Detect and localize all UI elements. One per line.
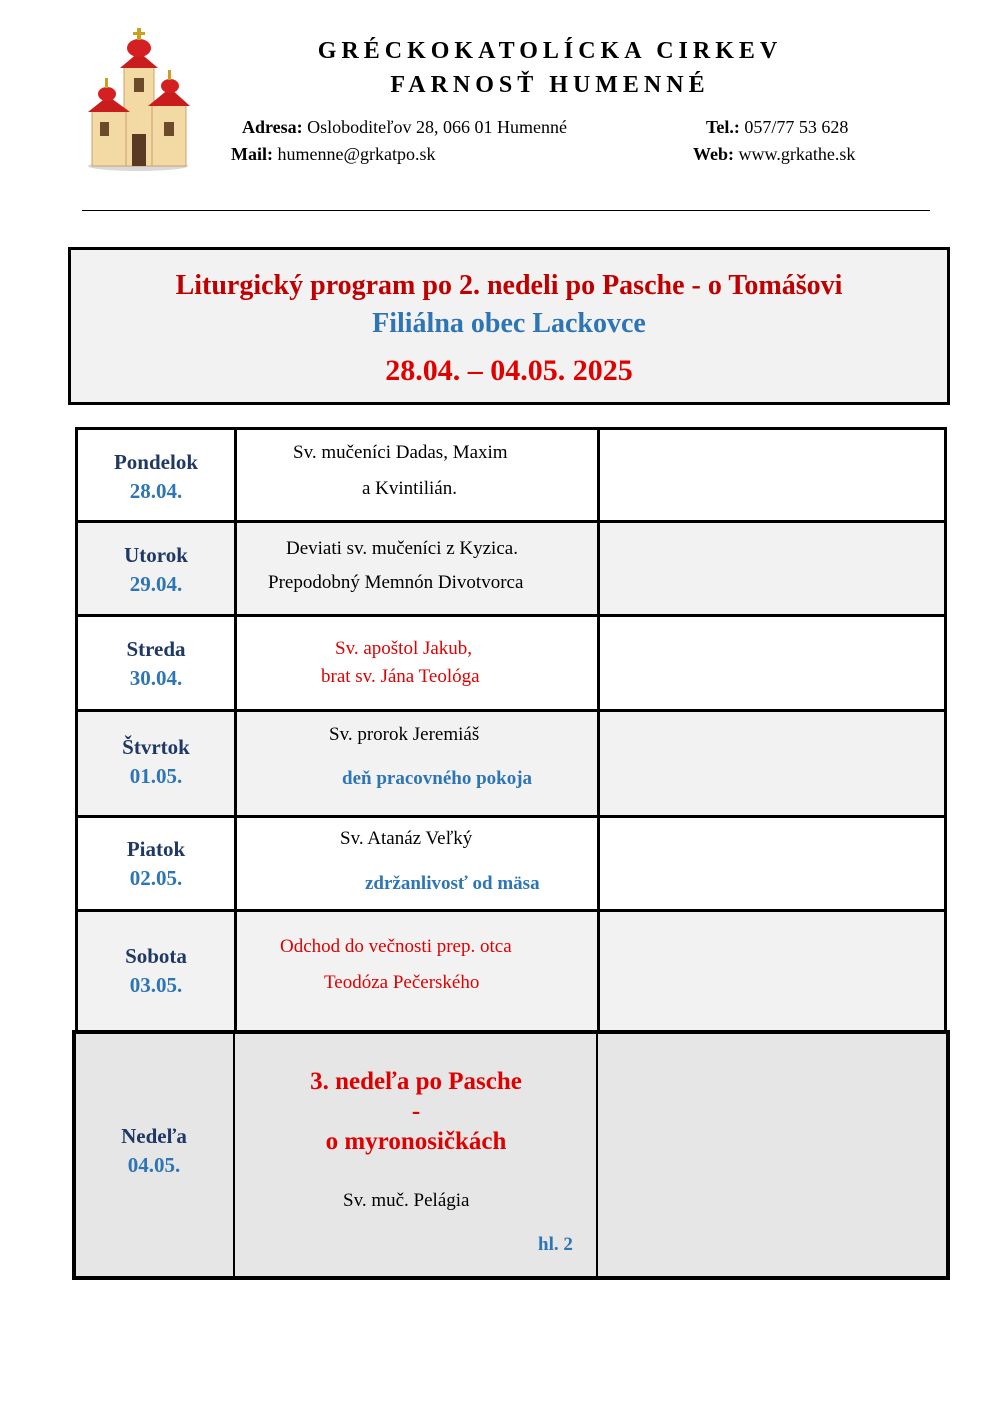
program-title: Liturgický program po 2. nedeli po Pasche - o Tomášovi — [175, 270, 843, 301]
church-icon — [80, 22, 195, 172]
day-cell — [76, 1122, 232, 1180]
day-date: 28.04. — [129, 479, 183, 503]
event-text: Deviati sv. mučeníci z Kyzica. — [286, 538, 518, 559]
schedule-row-piatok — [75, 815, 947, 912]
event-text: Odchod do večnosti prep. otca — [280, 936, 512, 957]
phone-value: 057/77 53 628 — [744, 117, 849, 137]
email-label: Mail: — [231, 144, 273, 164]
schedule-row-utorok — [75, 520, 947, 617]
day-date: 02.05. — [129, 866, 183, 890]
village-name: Filiálna obec Lackovce — [372, 308, 646, 339]
website-label: Web: — [693, 144, 735, 164]
day-date: 01.05. — [129, 764, 183, 788]
phone-label: Tel.: — [706, 117, 740, 137]
day-cell — [78, 942, 234, 1000]
org-name: GRÉCKOKATOLÍCKA CIRKEV — [317, 38, 783, 64]
day-date: 29.04. — [129, 572, 183, 596]
sunday-title-dash: - — [411, 1098, 421, 1125]
day-cell — [78, 448, 234, 506]
day-cell — [78, 541, 234, 599]
website — [693, 144, 855, 165]
address-value: Osloboditeľov 28, 066 01 Humenné — [307, 117, 567, 137]
event-note: deň pracovného pokoja — [342, 768, 533, 789]
event-note: zdržanlivosť od mäsa — [365, 873, 540, 894]
day-name: Sobota — [125, 944, 187, 968]
event-text: brat sv. Jána Teológa — [321, 666, 480, 687]
event-text: Sv. prorok Jeremiáš — [329, 724, 480, 745]
day-name: Pondelok — [113, 450, 199, 474]
date-range: 28.04. – 04.05. 2025 — [385, 354, 633, 387]
tone-note: hl. 2 — [538, 1234, 573, 1255]
day-cell — [78, 733, 234, 791]
day-date: 03.05. — [129, 973, 183, 997]
schedule-row-nedela — [72, 1030, 950, 1280]
address — [242, 117, 567, 138]
schedule-row-streda — [75, 614, 947, 712]
sunday-subtitle: o myronosičkách — [325, 1128, 507, 1155]
day-date: 04.05. — [127, 1153, 181, 1177]
day-cell — [78, 835, 234, 893]
schedule-row-pondelok — [75, 427, 947, 523]
event-text: Prepodobný Memnón Divotvorca — [268, 572, 524, 593]
day-cell — [78, 635, 234, 693]
event-text: Sv. mučeníci Dadas, Maxim — [293, 442, 508, 463]
schedule-table — [75, 430, 947, 1280]
parish-name: FARNOSŤ HUMENNÉ — [390, 72, 710, 98]
title-box — [68, 247, 950, 405]
address-label: Adresa: — [242, 117, 303, 137]
day-date: 30.04. — [129, 666, 183, 690]
email-value: humenne@grkatpo.sk — [277, 144, 436, 164]
day-name: Štvrtok — [122, 735, 190, 759]
day-name: Nedeľa — [121, 1124, 187, 1148]
schedule-row-stvrtok — [75, 709, 947, 818]
event-text: Sv. apoštol Jakub, — [335, 638, 473, 659]
day-name: Utorok — [124, 543, 188, 567]
event-text: Sv. Atanáz Veľký — [340, 828, 473, 849]
event-text: a Kvintilián. — [362, 478, 457, 499]
email — [231, 144, 436, 165]
header-divider — [82, 210, 930, 211]
phone — [706, 117, 848, 138]
day-name: Piatok — [126, 837, 186, 861]
sunday-title: 3. nedeľa po Pasche — [310, 1068, 522, 1095]
schedule-row-sobota — [75, 909, 947, 1034]
website-value: www.grkathe.sk — [738, 144, 856, 164]
event-text: Teodóza Pečerského — [324, 972, 480, 993]
event-text: Sv. muč. Pelágia — [343, 1190, 470, 1211]
day-name: Streda — [126, 637, 186, 661]
